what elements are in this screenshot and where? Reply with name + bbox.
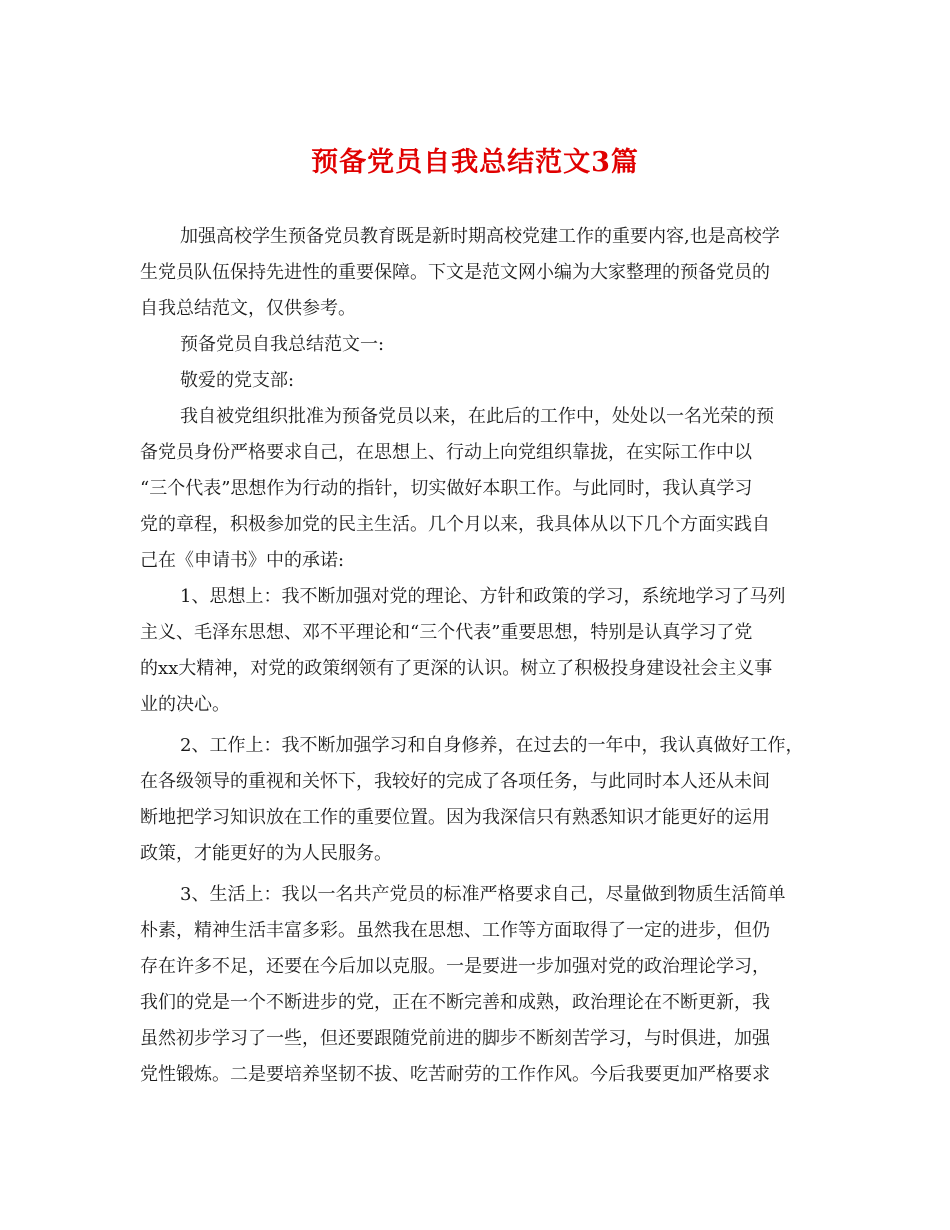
text-line: 自我总结范文，仅供参考。: [140, 298, 356, 319]
text-line: 主义、毛泽东思想、邓不平理论和“三个代表”重要思想，特别是认真学习了党: [140, 622, 753, 643]
text-line: 2、工作上：我不断加强学习和自身修养，在过去的一年中，我认真做好工作，: [180, 735, 804, 756]
text-line: 我自被党组织批准为预备党员以来，在此后的工作中，处处以一名光荣的预: [180, 406, 774, 427]
text-line: “三个代表”思想作为行动的指针，切实做好本职工作。与此同时，我认真学习: [140, 478, 753, 499]
text-line: 我们的党是一个不断进步的党，正在不断完善和成熟，政治理论在不断更新，我: [140, 992, 770, 1013]
text-line: 虽然初步学习了一些，但还要跟随党前进的脚步不断刻苦学习，与时俱进，加强: [140, 1028, 770, 1049]
text-line: 己在《申请书》中的承诺:: [140, 550, 345, 571]
text-line: 加强高校学生预备党员教育既是新时期高校党建工作的重要内容,也是高校学: [180, 226, 780, 247]
text-line: 党性锻炼。二是要培养坚韧不拔、吃苦耐劳的工作作风。今后我要更加严格要求: [140, 1064, 770, 1085]
text-line: 业的决心。: [140, 694, 230, 715]
document-body: [140, 219, 820, 1093]
text-line: 的xx大精神，对党的政策纲领有了更深的认识。树立了积极投身建设社会主义事: [140, 658, 773, 679]
text-line: 生党员队伍保持先进性的重要保障。下文是范文网小编为大家整理的预备党员的: [140, 262, 770, 283]
text-line: 政策，才能更好的为人民服务。: [140, 843, 392, 864]
text-line: 在各级领导的重视和关怀下，我较好的完成了各项任务，与此同时本人还从未间: [140, 771, 770, 792]
text-line: 敬爱的党支部:: [180, 370, 295, 391]
text-line: 断地把学习知识放在工作的重要位置。因为我深信只有熟悉知识才能更好的运用: [140, 807, 770, 828]
text-line: 3、生活上：我以一名共产党员的标准严格要求自己，尽量做到物质生活简单: [180, 884, 786, 905]
text-line: 党的章程，积极参加党的民主生活。几个月以来，我具体从以下几个方面实践自: [140, 514, 770, 535]
text-line: 朴素，精神生活丰富多彩。虽然我在思想、工作等方面取得了一定的进步，但仍: [140, 920, 770, 941]
text-line: 1、思想上：我不断加强对党的理论、方针和政策的学习，系统地学习了马列: [180, 586, 786, 607]
text-line: 存在许多不足，还要在今后加以克服。一是要进一步加强对党的政治理论学习，: [140, 956, 770, 977]
document-title: 预备党员自我总结范文3篇: [311, 147, 639, 178]
text-line: 备党员身份严格要求自己，在思想上、行动上向党组织靠拢，在实际工作中以: [140, 442, 752, 463]
text-line: 预备党员自我总结范文一:: [180, 334, 385, 355]
